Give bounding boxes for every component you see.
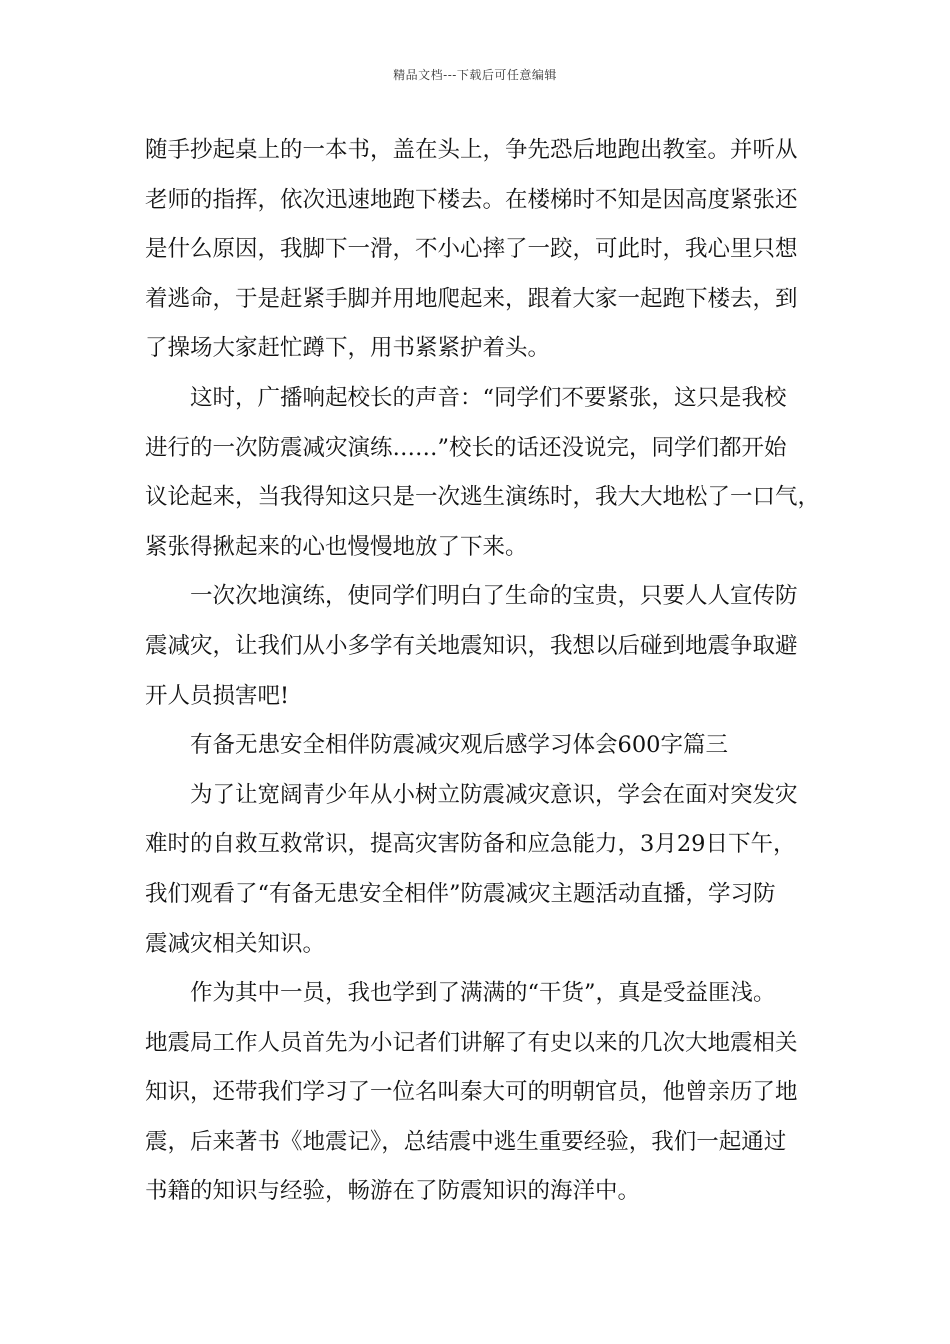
text-line: 了操场大家赶忙蹲下，用书紧紧护着头。 [145, 335, 551, 362]
text-line: 有备无患安全相伴防震减灾观后感学习体会600字篇三 [190, 732, 728, 759]
text-line: 随手抄起桌上的一本书，盖在头上，争先恐后地跑出教室。并听从 [145, 137, 798, 163]
text-line: 进行的一次防震减灾演练……”校长的话还没说完，同学们都开始 [145, 434, 787, 461]
page-header: 精品文档---下载后可任意编辑 [393, 68, 557, 82]
text-line: 地震局工作人员首先为小记者们讲解了有史以来的几次大地震相关 [145, 1029, 798, 1056]
text-line: 难时的自救互救常识，提高灾害防备和应急能力，3月29日下午， [145, 831, 796, 858]
text-line: 这时，广播响起校长的声音：“同学们不要紧张，这只是我校 [190, 384, 787, 411]
text-line: 为了让宽阔青少年从小树立防震减灾意识，学会在面对突发灾 [190, 781, 798, 808]
text-line: 震减灾，让我们从小多学有关地震知识，我想以后碰到地震争取避 [145, 632, 798, 659]
text-line: 震减灾相关知识。 [145, 930, 326, 957]
text-line: 作为其中一员，我也学到了满满的“干货”，真是受益匪浅。 [190, 980, 776, 1007]
text-line: 我们观看了“有备无患安全相伴”防震减灾主题活动直播，学习防 [145, 880, 776, 907]
text-line: 书籍的知识与经验，畅游在了防震知识的海洋中。 [145, 1178, 641, 1205]
text-line: 紧张得揪起来的心也慢慢地放了下来。 [145, 533, 528, 560]
body-text [145, 126, 835, 1217]
text-line: 着逃命，于是赶紧手脚并用地爬起来，跟着大家一起跑下楼去，到 [145, 285, 798, 312]
text-line: 开人员损害吧! [145, 682, 290, 709]
text-line: 老师的指挥，依次迅速地跑下楼去。在楼梯时不知是因高度紧张还 [145, 186, 798, 213]
text-line: 议论起来，当我得知这只是一次逃生演练时，我大大地松了一口气， [145, 484, 821, 511]
text-line: 震，后来著书《地震记》，总结震中逃生重要经验，我们一起通过 [145, 1128, 787, 1155]
text-line: 知识，还带我们学习了一位名叫秦大可的明朝官员，他曾亲历了地 [145, 1079, 798, 1106]
text-line: 是什么原因，我脚下一滑，不小心摔了一跤，可此时，我心里只想 [145, 236, 798, 263]
text-line: 一次次地演练，使同学们明白了生命的宝贵，只要人人宣传防 [190, 583, 798, 610]
